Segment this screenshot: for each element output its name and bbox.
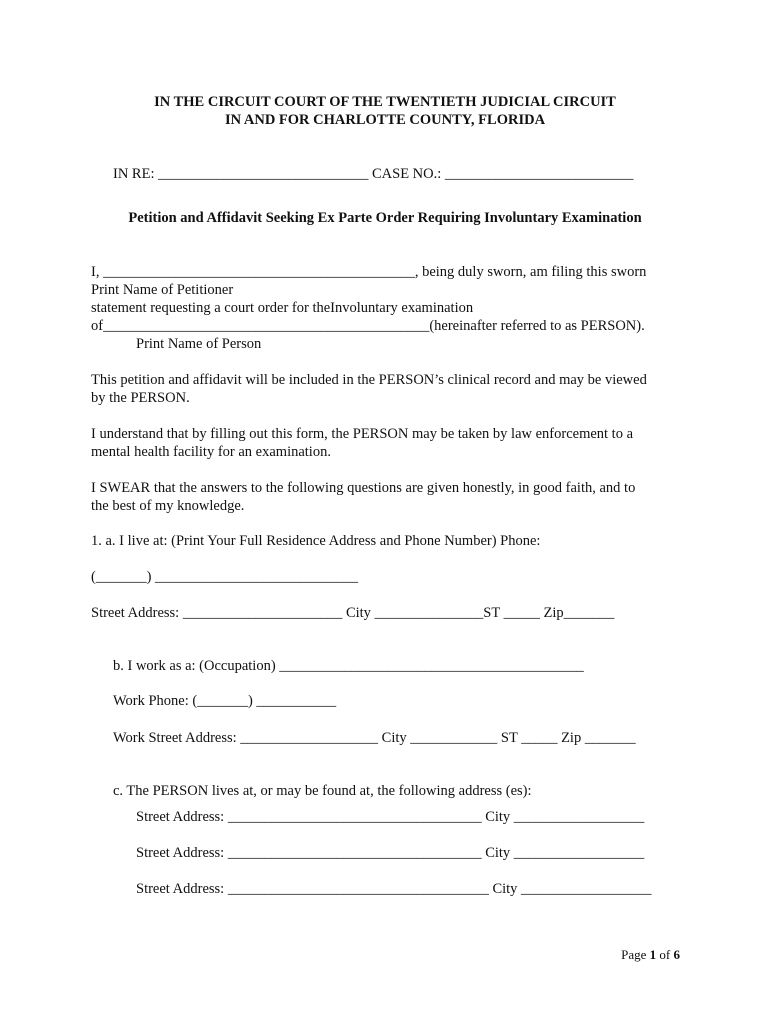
page-word: Page	[621, 947, 647, 962]
residence-phone-field: (_______) ____________________________	[91, 569, 359, 585]
oath-statement-line-1: I SWEAR that the answers to the following questions are given honestly, in good faith, and to	[91, 480, 636, 496]
form-title: Petition and Affidavit Seeking Ex Parte Order Requiring Involuntary Examination	[128, 210, 642, 226]
work-phone-field: Work Phone: (_______) ___________	[113, 693, 337, 709]
person-name-line: of_____________________________________________(hereinafter referred to as PERSON).	[91, 318, 645, 334]
petitioner-name-caption: Print Name of Petitioner	[91, 282, 234, 298]
question-1c-label: c. The PERSON lives at, or may be found at, the following address (es):	[113, 783, 532, 799]
page-number	[621, 946, 680, 964]
person-address-field-3: Street Address: ____________________________________ City __________________	[136, 881, 652, 897]
petitioner-name-line: I, ___________________________________________, being duly sworn, am filing this sworn	[91, 264, 647, 280]
clinical-record-notice-line-1: This petition and affidavit will be included in the PERSON’s clinical record and may be viewed	[91, 372, 647, 388]
law-enforcement-notice-line-2: mental health facility for an examination.	[91, 444, 331, 460]
request-statement: statement requesting a court order for theInvoluntary examination	[91, 300, 474, 316]
law-enforcement-notice-line-1: I understand that by filling out this form, the PERSON may be taken by law enforcement to a	[91, 426, 634, 442]
clinical-record-notice-line-2: by the PERSON.	[91, 390, 190, 406]
person-name-caption: Print Name of Person	[136, 336, 262, 352]
page-of-word: of	[659, 947, 671, 962]
oath-statement-line-2: the best of my knowledge.	[91, 498, 245, 514]
court-header-line-2: IN AND FOR CHARLOTTE COUNTY, FLORIDA	[224, 112, 546, 128]
person-address-field-1: Street Address: ___________________________________ City __________________	[136, 809, 645, 825]
page-total: 6	[673, 947, 680, 962]
question-1a-label: 1. a. I live at: (Print Your Full Residence Address and Phone Number) Phone:	[91, 533, 541, 549]
occupation-field: b. I work as a: (Occupation) __________________________________________	[113, 658, 584, 674]
person-address-field-2: Street Address: ___________________________________ City __________________	[136, 845, 645, 861]
page-current: 1	[649, 947, 657, 962]
court-header-line-1: IN THE CIRCUIT COURT OF THE TWENTIETH JUDICIAL CIRCUIT	[154, 94, 616, 110]
residence-address-field: Street Address: ______________________ City _______________ST _____ Zip_______	[91, 605, 615, 621]
work-address-field: Work Street Address: ___________________ City ____________ ST _____ Zip _______	[113, 730, 636, 746]
case-caption: IN RE: _____________________________ CASE NO.: __________________________	[113, 166, 634, 182]
